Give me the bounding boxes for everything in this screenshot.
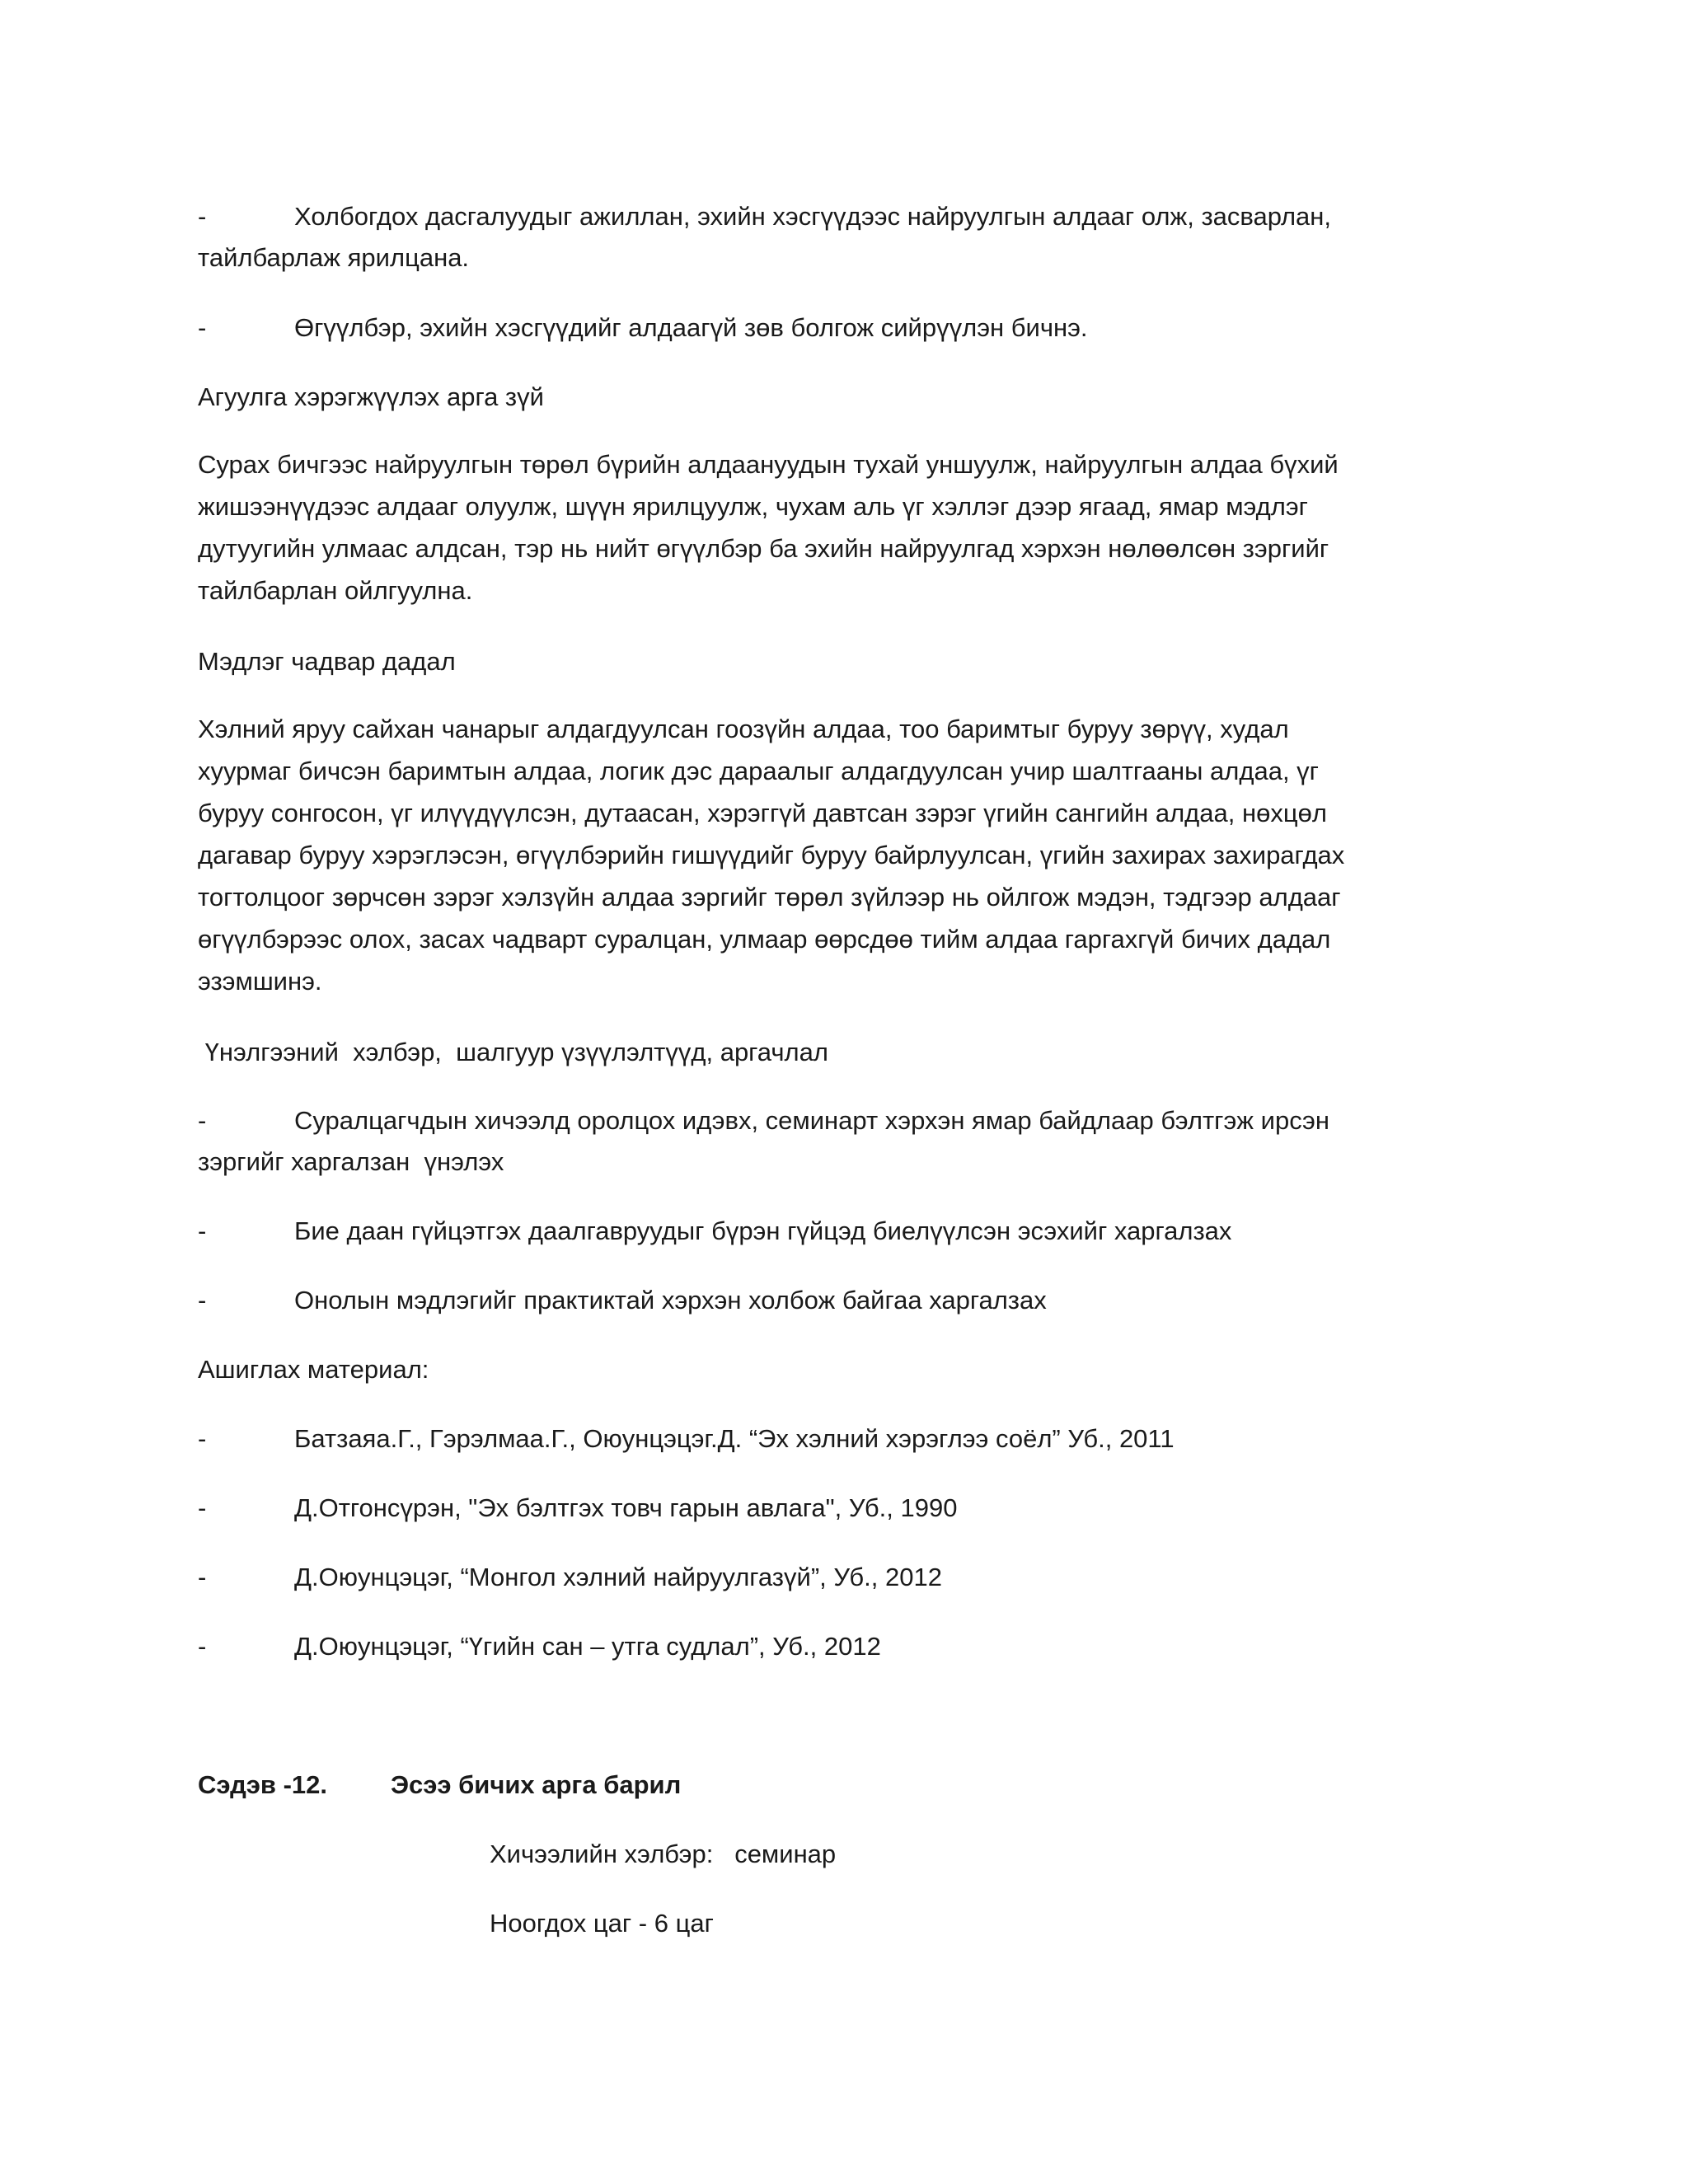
paragraph-line: хуурмаг бичсэн баримтын алдаа, логик дэс дараалыг алдагдуулсан учир шалтгааны алдаа, үг [198, 757, 1319, 785]
list-item-text-continuation: зэргийг харгалзан үнэлэх [198, 1147, 504, 1176]
list-dash: - [198, 1106, 207, 1135]
paragraph [198, 708, 1484, 1002]
lesson-hours: Ноогдох цаг - 6 цаг [490, 1909, 714, 1938]
list-dash: - [198, 1493, 207, 1522]
section-heading: Агуулга хэрэгжүүлэх арга зүй [198, 382, 544, 411]
list-dash: - [198, 202, 207, 231]
list-dash: - [198, 1286, 207, 1315]
list-item-text: Суралцагчдын хичээлд оролцох идэвх, семинарт хэрхэн ямар байдлаар бэлтгэж ирсэн [294, 1106, 1329, 1135]
reference-item: Д.Оюунцэцэг, “Монгол хэлний найруулгазүй”, Уб., 2012 [294, 1563, 942, 1591]
reference-item: Д.Оюунцэцэг, “Үгийн сан – утга судлал”, Уб., 2012 [294, 1632, 881, 1661]
paragraph-line: буруу сонгосон, үг илүүдүүлсэн, дутаасан, хэрэггүй давтсан зэрэг үгийн сангийн алдаа, нөхцөл [198, 799, 1327, 827]
paragraph-line: тогтолцоог зөрчсөн зэрэг хэлзүйн алдаа зэргийг төрөл зүйлээр нь ойлгож мэдэн, тэдгээр алдааг [198, 883, 1341, 912]
paragraph-line: Сурах бичгээс найруулгын төрөл бүрийн алдаануудын тухай уншуулж, найруулгын алдаа бүхий [198, 450, 1339, 479]
list-item-text-continuation: тайлбарлаж ярилцана. [198, 243, 470, 272]
section-heading: Ашиглах материал: [198, 1355, 429, 1384]
paragraph-line: эзэмшинэ. [198, 967, 322, 996]
reference-item: Д.Отгонсүрэн, "Эх бэлтгэх товч гарын авлага", Уб., 1990 [294, 1493, 958, 1522]
list-dash: - [198, 313, 207, 342]
paragraph-line: тайлбарлан ойлгуулна. [198, 576, 473, 605]
section-heading: Үнэлгээний хэлбэр, шалгуур үзүүлэлтүүд, аргачлал [198, 1038, 828, 1066]
lesson-form: Хичээлийн хэлбэр: семинар [490, 1840, 837, 1868]
paragraph-line: өгүүлбэрээс олох, засах чадварт суралцан, улмаар өөрсдөө тийм алдаа гаргахгүй бичих дадал [198, 925, 1331, 954]
paragraph-line: дагавар буруу хэрэглэсэн, өгүүлбэрийн гишүүдийг буруу байрлуулсан, үгийн захирах захирагдах [198, 841, 1345, 869]
paragraph-line: дутуугийн улмаас алдсан, тэр нь нийт өгүүлбэр ба эхийн найруулгад хэрхэн нөлөөлсөн зэргийг [198, 534, 1329, 563]
list-dash: - [198, 1424, 207, 1453]
list-item-text: Онолын мэдлэгийг практиктай хэрхэн холбож байгаа харгалзах [294, 1286, 1047, 1315]
list-item-text: Бие даан гүйцэтгэх даалгавруудыг бүрэн гүйцэд биелүүлсэн эсэхийг харгалзах [294, 1216, 1232, 1245]
list-dash: - [198, 1216, 207, 1245]
topic-number: Сэдэв -12. [198, 1770, 327, 1799]
reference-item: Батзаяа.Г., Гэрэлмаа.Г., Оюунцэцэг.Д. “Эх хэлний хэрэглээ соёл” Уб., 2011 [294, 1424, 1175, 1453]
topic-title: Эсээ бичих арга барил [391, 1770, 682, 1799]
section-heading: Мэдлэг чадвар дадал [198, 647, 456, 676]
paragraph [198, 443, 1484, 612]
list-item-text: Холбогдох дасгалуудыг ажиллан, эхийн хэсгүүдээс найруулгын алдааг олж, засварлан, [294, 202, 1332, 231]
paragraph-line: Хэлний яруу сайхан чанарыг алдагдуулсан гоозүйн алдаа, тоо баримтыг буруу зөрүү, худал [198, 715, 1289, 743]
list-item-text: Өгүүлбэр, эхийн хэсгүүдийг алдаагүй зөв болгож сийрүүлэн бичнэ. [294, 313, 1088, 342]
list-dash: - [198, 1563, 207, 1591]
list-dash: - [198, 1632, 207, 1661]
paragraph-line: жишээнүүдээс алдааг олуулж, шүүн ярилцуулж, чухам аль үг хэллэг дээр ягаад, ямар мэдлэг [198, 492, 1308, 521]
